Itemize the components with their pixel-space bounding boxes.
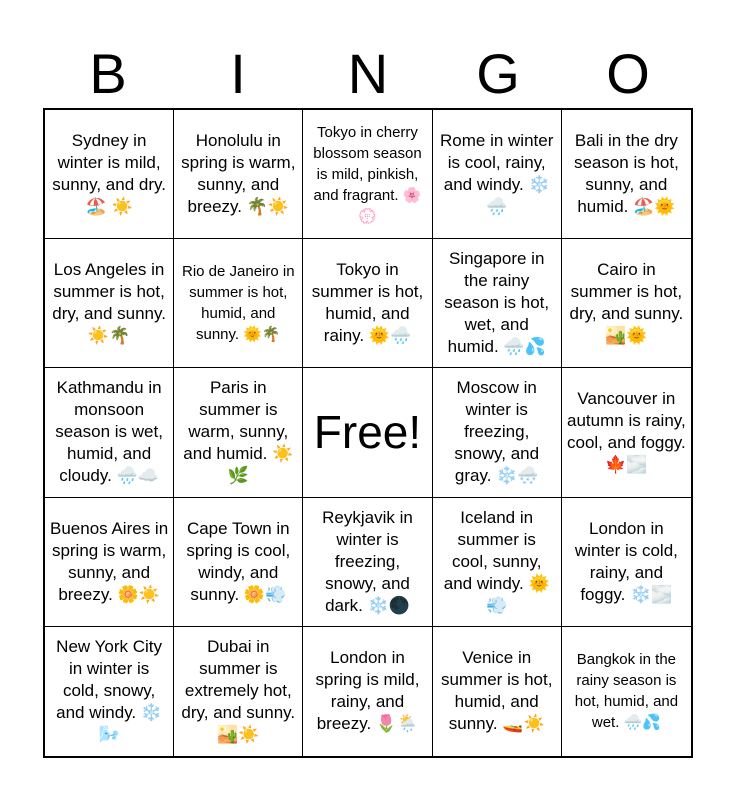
bingo-cell[interactable] [303, 498, 432, 627]
bingo-cell[interactable] [45, 239, 174, 368]
cell-text: London in winter is cold, rainy, and foggy. ❄️🌫️ [574, 518, 678, 604]
cell-text: Kathmandu in monsoon season is wet, humid, and cloudy. 🌧️☁️ [55, 378, 163, 486]
cell-text: Singapore in the rainy season is hot, wet, and humid. 🌧️💦 [444, 249, 550, 357]
bingo-cell[interactable] [562, 498, 691, 627]
cell-text: Los Angeles in summer is hot, dry, and sunny. ☀️🌴 [52, 260, 166, 346]
bingo-cell[interactable] [174, 239, 303, 368]
header-letter-i: I [230, 42, 246, 105]
cell-text: Rio de Janeiro in summer is hot, humid, and sunny. 🌞🌴 [182, 263, 295, 344]
cell-text: Reykjavik in winter is freezing, snowy, and dark. ❄️🌑 [322, 507, 413, 615]
cell-text: Venice in summer is hot, humid, and sunny. 🚤☀️ [440, 648, 553, 734]
cell-text: Honolulu in spring is warm, sunny, and breezy. 🌴☀️ [181, 131, 296, 217]
free-space-cell[interactable] [303, 368, 432, 497]
bingo-cell[interactable] [433, 110, 562, 239]
bingo-cell[interactable] [562, 368, 691, 497]
bingo-cell[interactable] [174, 110, 303, 239]
bingo-cell[interactable] [174, 498, 303, 627]
bingo-cell[interactable] [562, 627, 691, 756]
header-letter-b: B [89, 42, 127, 105]
bingo-cell[interactable] [45, 368, 174, 497]
bingo-cell[interactable] [45, 110, 174, 239]
bingo-cell[interactable] [303, 239, 432, 368]
bingo-cell[interactable] [562, 239, 691, 368]
header-letter-n: N [347, 42, 389, 105]
bingo-board [43, 108, 693, 758]
cell-text: Tokyo in cherry blossom season is mild, pinkish, and fragrant. 🌸💮 [313, 123, 422, 225]
header-letter-g: G [476, 42, 520, 105]
bingo-cell[interactable] [433, 498, 562, 627]
bingo-cell[interactable] [433, 627, 562, 756]
cell-text: Bali in the dry season is hot, sunny, and humid. 🏖️🌞 [573, 131, 679, 217]
bingo-cell[interactable] [174, 627, 303, 756]
bingo-cell[interactable] [174, 368, 303, 497]
cell-text: New York City in winter is cold, snowy, and windy. ❄️🌬️ [56, 637, 163, 745]
cell-text: Tokyo in summer is hot, humid, and rainy. 🌞🌧️ [311, 260, 424, 346]
bingo-cell[interactable] [433, 368, 562, 497]
cell-text: Bangkok in the rainy season is hot, humid, and wet. 🌧️💦 [574, 651, 679, 732]
cell-text: London in spring is mild, rainy, and breezy. 🌷🌦️ [315, 648, 420, 734]
bingo-cell[interactable] [45, 498, 174, 627]
cell-text: Rome in winter is cool, rainy, and windy. ❄️🌧️ [440, 131, 554, 217]
cell-text: Dubai in summer is extremely hot, dry, and sunny. 🏜️☀️ [181, 637, 296, 745]
cell-text: Cairo in summer is hot, dry, and sunny. 🏜️🌞 [569, 260, 684, 346]
cell-text: Moscow in winter is freezing, snowy, and gray. ❄️🌨️ [454, 378, 540, 486]
cell-text: Paris in summer is warm, sunny, and humid. ☀️🌿 [183, 378, 294, 486]
cell-text: Sydney in winter is mild, sunny, and dry. 🏖️ ☀️ [52, 131, 166, 217]
free-space-label: Free! [313, 406, 422, 459]
bingo-cell[interactable] [303, 627, 432, 756]
cell-text: Iceland in summer is cool, sunny, and windy. 🌞💨 [443, 507, 550, 615]
cell-text: Buenos Aires in spring is warm, sunny, and breezy. 🌼☀️ [50, 518, 169, 604]
bingo-cell[interactable] [45, 627, 174, 756]
header-letter-o: O [606, 42, 650, 105]
bingo-cell[interactable] [562, 110, 691, 239]
cell-text: Cape Town in spring is cool, windy, and sunny. 🌼💨 [186, 518, 291, 604]
bingo-header [43, 40, 693, 108]
cell-text: Vancouver in autumn is rainy, cool, and foggy. 🍁🌫️ [567, 389, 686, 475]
bingo-cell[interactable] [303, 110, 432, 239]
bingo-cell[interactable] [433, 239, 562, 368]
